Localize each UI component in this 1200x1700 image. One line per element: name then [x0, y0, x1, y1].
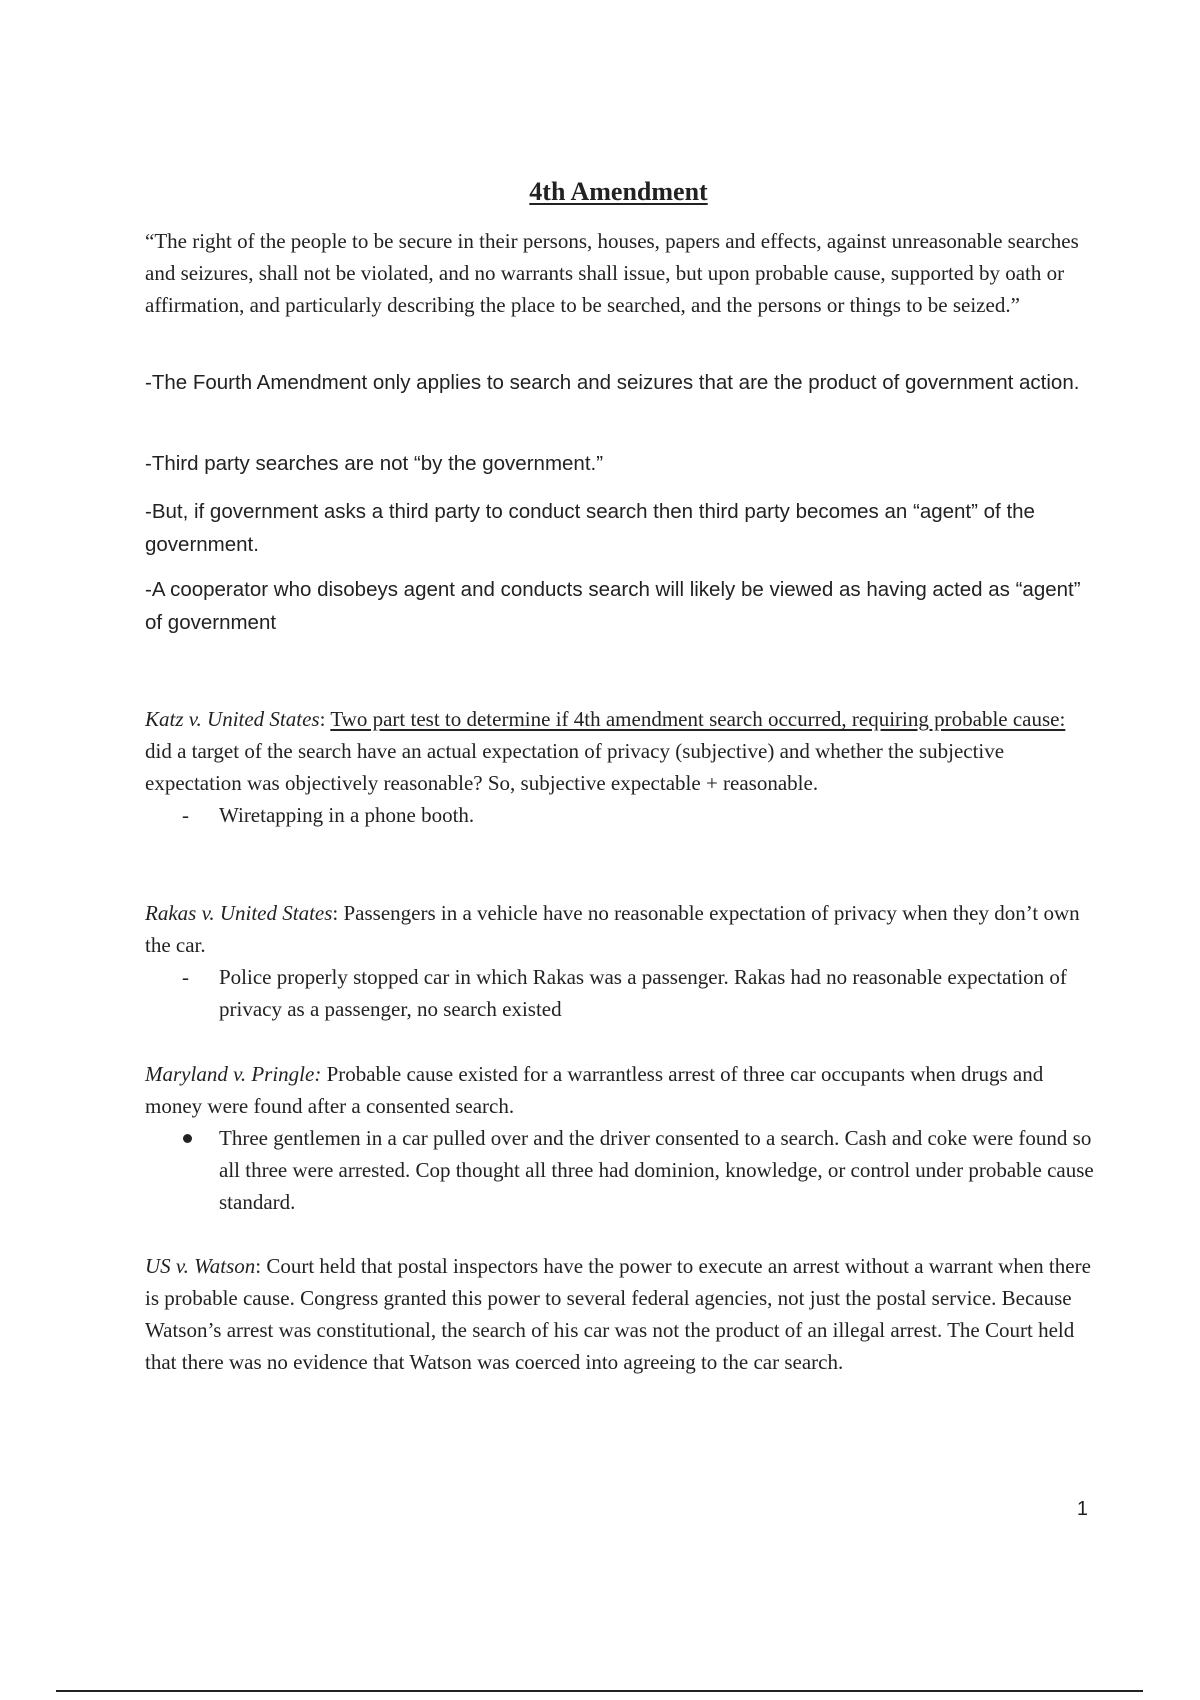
case-katz-holding: did a target of the search have an actual expectation of privacy (subjective) and whether the subjective expectation was objectively reasonable? So, subjective expectable + reasonable. [145, 739, 1005, 795]
case-pringle [145, 1058, 1095, 1218]
case-rakas-holding-paragraph [145, 897, 1095, 961]
case-rakas-detail-item [145, 961, 1095, 1025]
case-rakas-separator: : [332, 901, 344, 925]
page-number: 1 [1076, 1498, 1088, 1520]
case-rakas-holding: Passengers in a vehicle have no reasonable expectation of privacy when they don’t own the car. [145, 901, 1080, 957]
amendment-quote: “The right of the people to be secure in their persons, houses, papers and effects, against unreasonable searches and seizures, shall not be violated, and no warrants shall issue, but upon probable cause, supported by oath or affirmation, and particularly describing the place to be searched, and the persons or things to be seized.” [145, 229, 1079, 317]
case-katz [145, 703, 1095, 831]
case-rakas [145, 897, 1095, 1025]
case-pringle-detail: Three gentlemen in a car pulled over and the driver consented to a search. Cash and coke were found so all three were arrested. Cop thought all three had dominion, knowledge, or control under probable cause standard. [219, 1126, 1094, 1214]
bullet-icon [183, 1134, 192, 1143]
case-pringle-detail-item [145, 1122, 1095, 1218]
case-katz-name: Katz v. United States [145, 707, 320, 731]
case-pringle-name: Maryland v. Pringle: [145, 1062, 322, 1086]
footer-divider [56, 1690, 1143, 1692]
case-watson [145, 1250, 1095, 1378]
case-watson-name: US v. Watson [145, 1254, 256, 1278]
page-title: 4th Amendment [529, 177, 708, 206]
dash-marker: - [182, 965, 189, 989]
case-katz-detail-item [145, 799, 1095, 831]
case-watson-separator: : [255, 1254, 267, 1278]
case-rakas-name: Rakas v. United States [145, 901, 333, 925]
case-watson-holding-paragraph [145, 1250, 1095, 1378]
dash-marker: - [182, 803, 189, 827]
note-third-party-searches: -Third party searches are not “by the government.” [145, 452, 604, 475]
case-katz-separator: : [319, 707, 331, 731]
case-pringle-holding-paragraph [145, 1058, 1095, 1122]
case-rakas-detail: Police properly stopped car in which Rakas was a passenger. Rakas had no reasonable expectation of privacy as a passenger, no search existed [219, 965, 1067, 1021]
case-katz-holding-paragraph [145, 703, 1095, 799]
note-agent-of-government: -But, if government asks a third party to conduct search then third party becomes an “agent” of the government. [145, 500, 1035, 556]
note-cooperator: -A cooperator who disobeys agent and conducts search will likely be viewed as having acted as “agent” of government [145, 578, 1081, 634]
case-katz-detail: Wiretapping in a phone booth. [219, 803, 475, 827]
case-watson-holding: Court held that postal inspectors have the power to execute an arrest without a warrant when there is probable cause. Congress granted this power to several federal agencies, not just the postal service. Because Watson’s arrest was constitutional, the search of his car was not the product of an illegal arrest. The Court held that there was no evidence that Watson was coerced into agreeing to the car search. [145, 1254, 1091, 1374]
note-government-action: -The Fourth Amendment only applies to search and seizures that are the product of government action. [145, 371, 1080, 394]
case-pringle-holding: Probable cause existed for a warrantless arrest of three car occupants when drugs and money were found after a consented search. [145, 1062, 1044, 1118]
case-katz-test-label: Two part test to determine if 4th amendment search occurred, requiring probable cause: [330, 707, 1066, 731]
